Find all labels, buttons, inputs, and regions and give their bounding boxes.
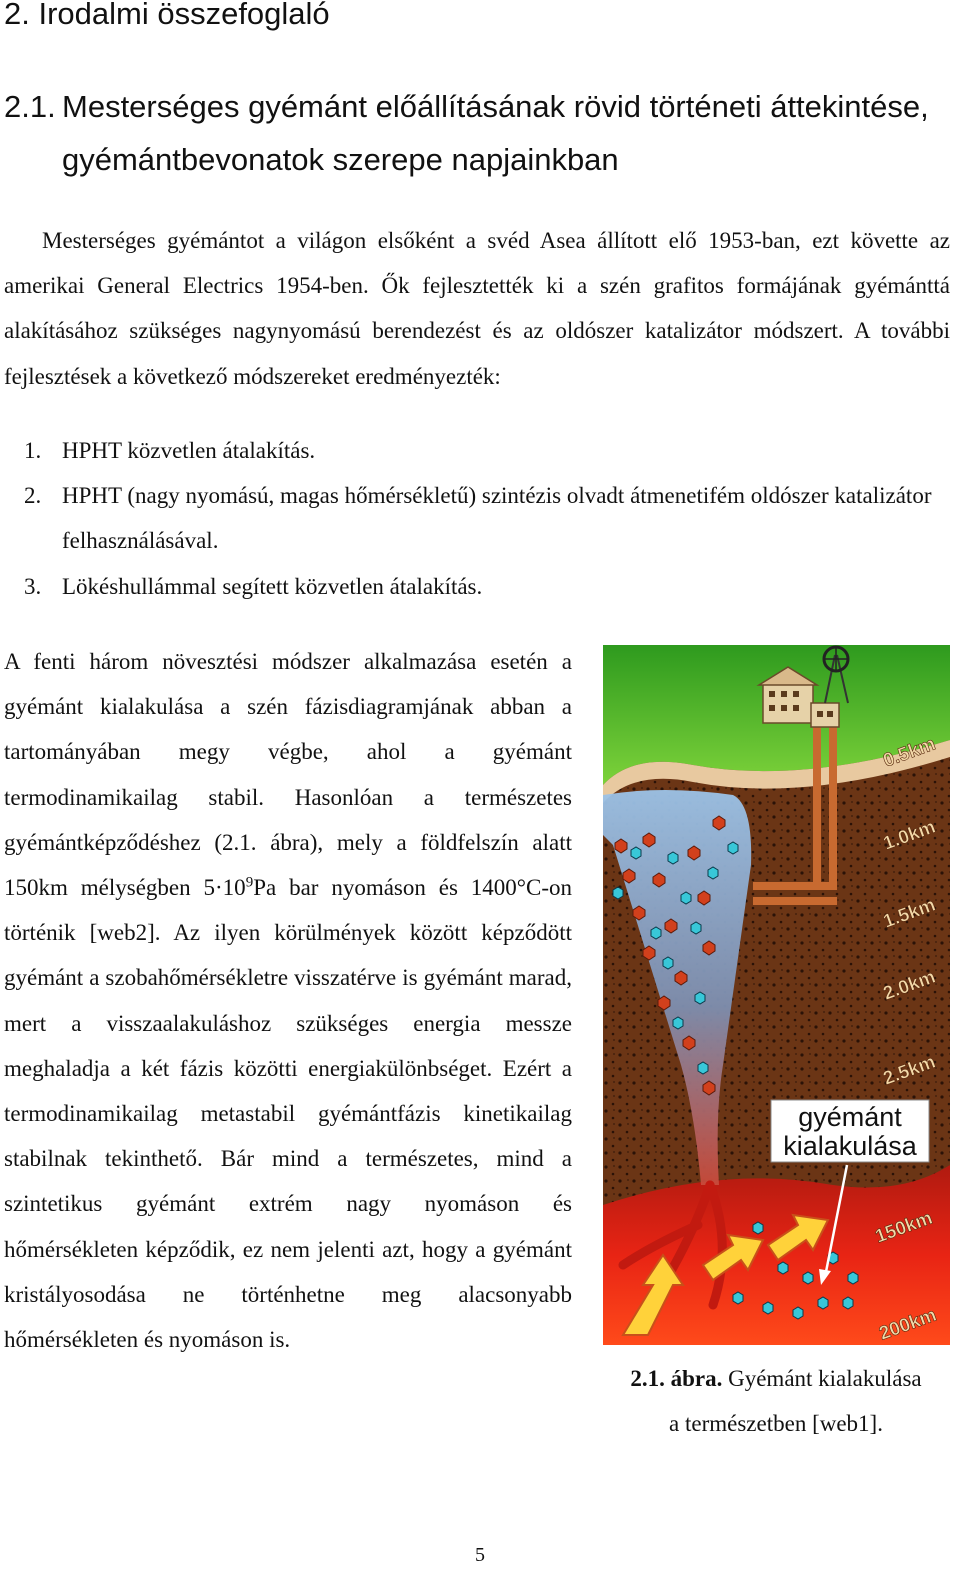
depth-label: 2.0km [880,966,939,1005]
depth-label: 1.0km [880,816,939,855]
diamond-formation-figure [603,645,950,1345]
diamond-formation-illustration [603,645,950,1345]
list-item: 1. HPHT közvetlen átalakítás. [24,438,316,463]
subsection-title-line1: Mesterséges gyémánt előállításának rövid történeti áttekintése, [62,89,929,124]
subsection-title-line2: gyémántbevonatok szerepe napjainkban [62,142,619,177]
subsection-number: 2.1. [4,89,56,124]
subsection-heading [4,80,944,186]
depth-label: 150km [872,1207,936,1248]
figure-label-line2: kialakulása [783,1131,917,1161]
depth-label: 2.5km [880,1051,939,1090]
list-item: 3. Lökéshullámmal segített közvetlen átalakítás. [24,573,483,599]
section-heading: 2. Irodalmi összefoglaló [4,0,330,31]
figure-caption: 2.1. ábra. Gyémánt kialakulása a természetben [web1]. [630,1366,922,1437]
caption-label: 2.1. ábra. [630,1366,723,1391]
depth-label: 1.5km [880,894,939,933]
list-item: 2. HPHT (nagy nyomású, magas hőmérsékletű) szintézis olvadt átmenetifém oldószer katalizátor felhasználásával. [24,483,932,554]
methods-list [4,428,950,609]
depth-label: 0.5km [880,733,939,772]
intro-paragraph: Mesterséges gyémántot a világon elsőként a svéd Asea állított elő 1953-ban, ezt követte az amerikai General Electrics 1954-ben. Ők fejlesztették ki a szén grafitos formájának gyémánttá alakításához szükséges nagynyomású berendezést és az oldószer katalizátor módszert. A további fejlesztések a következő módszereket eredményezték: [4,228,950,389]
body-paragraph: A fenti három növesztési módszer alkalmazása esetén a gyémánt kialakulása a szén fázisdiagramjának abban a tartományában megy végbe, ahol a gyémánt termodinamikailag stabil. Hasonlóan a természetes gyémántképződéshez (2.1. ábra), mely a földfelszín alatt 150km mélységben $5\cdot 10^9Pa$ bar nyomáson és 1400°C-on történik [web2]. Az ilyen körülmények között képződött gyémánt a szobahőmérsékletre visszatérve is gyémánt marad, mert a visszaalakuláshoz szükséges energia messze meghaladja a két fázis közötti energiakülönbséget. Ezért a termodinamikailag metastabil gyémántfázis kinetikailag stabilnak tekinthető. Bár mind a természetes, mind a szintetikus gyémánt extrém nagy nyomáson és hőmérsékleten képződik, ez nem jelenti azt, hogy a gyémánt kristályosodása ne történhetne meg alacsonyabb hőmérsékleten és nyomáson is. [4,649,573,1353]
depth-label: 200km [876,1304,940,1345]
figure-label-line1: gyémánt [798,1102,902,1132]
exponent: 9 [245,874,254,891]
page-number: 5 [475,1544,485,1566]
